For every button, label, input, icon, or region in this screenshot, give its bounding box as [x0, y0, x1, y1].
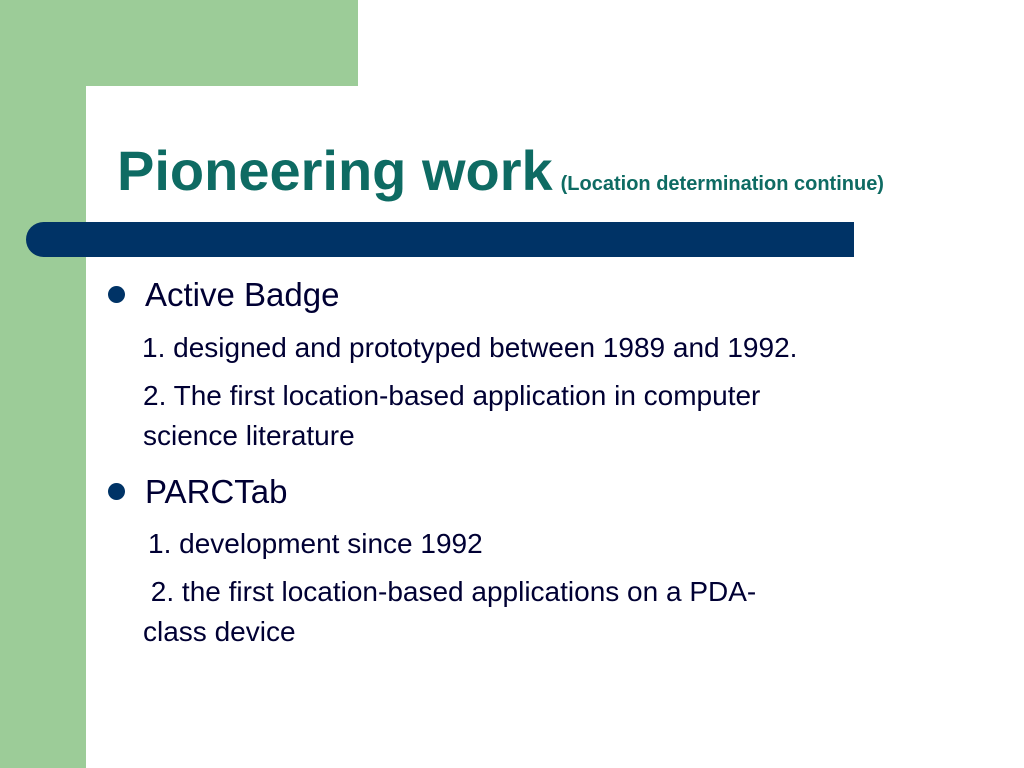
sub-line: 2. The first location-based application in computer: [143, 380, 761, 411]
title-main: Pioneering work: [117, 139, 553, 202]
sub-line: science literature: [143, 420, 355, 451]
title-subtitle: (Location determination continue): [560, 173, 884, 195]
bullet-item-parctab: [108, 473, 287, 511]
bullet-item-active-badge: [108, 276, 339, 314]
slide-title: [117, 138, 884, 203]
sub-line: class device: [143, 616, 296, 647]
bullet-label: Active Badge: [145, 276, 340, 313]
sub-line: 2. the first location-based applications on a PDA-: [143, 576, 757, 607]
title-underline-bar: [26, 222, 854, 257]
sub-line: 1. designed and prototyped between 1989 and 1992.: [142, 332, 798, 363]
bullet-dot-icon: [108, 286, 125, 303]
bullet-label: PARCTab: [145, 473, 288, 510]
green-top-block: [0, 0, 358, 86]
sub-line: 1. development since 1992: [148, 528, 483, 559]
bullet-dot-icon: [108, 483, 125, 500]
green-side-band: [0, 0, 86, 768]
